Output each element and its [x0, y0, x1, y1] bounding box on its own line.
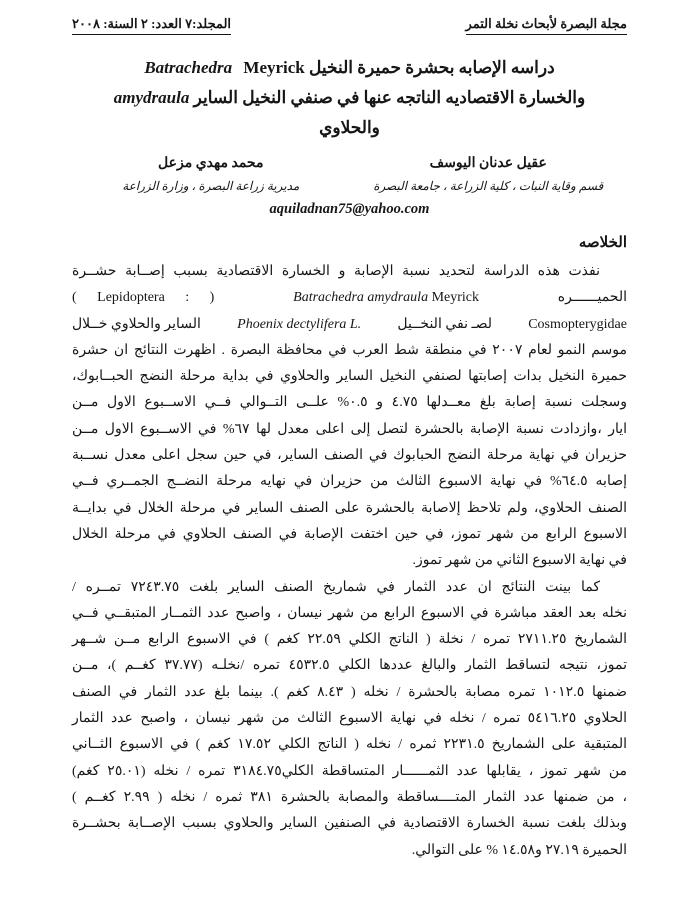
abstract-line: الحلاوي ٥٤١٦.٢٥ تمره / نخله في نهاية الاسبوع الثالث من شهر نيسان ، واصبح عدد الثمار [72, 711, 627, 727]
title-line-1 [72, 53, 627, 83]
author-first-affiliation: قسم وقاية النبات ، كلية الزراعة ، جامعة البصرة [373, 179, 604, 193]
author-first-name: عقيل عدنان اليوسف [429, 156, 547, 171]
abstract-line: ضمنها ١٠١٢.٥ تمره مصابة بالحشرة / نخله ( ٨.٤٣ كغم ). بينما بلغ عدد الثمار في الصنف [72, 684, 627, 700]
abstract-line-chunk: Cosmopterygidae [528, 316, 627, 332]
abstract-line: المتبقية على الشماريخ ٢٢٣١.٥ ثمره / نخله ( الناتج الكلي ١٧.٥٢ كغم ) في الاسبوع الثــاني [72, 737, 627, 753]
abstract-line: من شهر تموز ، يقابلها عدد الثمــــــار المتساقطة الكلي٣١٨٤.٧٥ تمره / نخله (٢٥.٠١ كغم) [72, 763, 627, 779]
abstract-line-chunk: الساير والحلاوي خــلال [72, 316, 201, 332]
abstract-line-chunk: لصـ نفي النخــيل [397, 316, 492, 332]
abstract-line-chunk: الحميــــــره [557, 290, 627, 306]
title-line1-latin: Batrachedra Meyrick [144, 58, 305, 77]
authors-block [72, 155, 627, 194]
journal-name: مجلة البصرة لأبحاث نخلة التمر [466, 16, 627, 35]
abstract-line: نخله بعد العقد مباشرة في الاسبوع الرابع من شهر نيسان ، واصبح عدد الثمــار المتبقــي فــي [72, 605, 627, 621]
abstract-line-chunk: Batrachedra amydraula Meyrick [293, 290, 480, 306]
issue-info: المجلد:٧ العدد: ٢ السنة: ٢٠٠٨ [72, 16, 231, 35]
abstract-line: كما بينت النتائج ان عدد الثمار في شماريخ الصنف الساير بلغت ٧٢٤٣.٧٥ تمــره / [72, 579, 600, 595]
abstract-line: حميرة النخيل بدات إصابتها لصنفي النخيل الساير والحلاوي في بداية مرحلة النضج الحبــابوك، [72, 369, 627, 385]
abstract-body [72, 259, 627, 864]
author-second-name: محمد مهدي مزعل [158, 156, 264, 171]
title-line-2 [72, 83, 627, 113]
abstract-line: وسجلت نسبة إصابة بلغ معــدلها ٤.٧٥ و ٠.٥% علــى التــوالي فــي الاســبوع الاول مــن [72, 395, 628, 411]
abstract-line: إصابه ٦٤.٥% في نهاية الاسبوع الثالث من حزيران في نهايه مرحلة النضــج الجمــري فــي [72, 474, 627, 490]
author-first [350, 155, 628, 194]
contact-email: aquiladnan75@yahoo.com [269, 201, 430, 217]
abstract-line: وبذلك بلغت نسبة الخسارة الاقتصادية في الصنفين الساير والحلاوي بسبب الإصــابة بحشــرة [72, 816, 627, 832]
author-second-affiliation: مديرية زراعة البصرة ، وزارة الزراعة [122, 179, 300, 193]
title-line-3: والحلاوي [319, 118, 380, 137]
abstract-line: الصنف الحلاوي، ولم تلاحظ إلاصابة بالحشرة على الصنف الساير في مرحلة الخلال في بدايــة [72, 500, 627, 516]
abstract-line: في نهاية الاسبوع الثاني من شهر تموز. [412, 553, 627, 569]
abstract-line: ايار ،وازدادت نسبة الإصابة بالحشرة لتصل إلى اعلى معدل لها ٦٧% في الاســبوع الاول مــن [72, 421, 628, 437]
title-line2-latin: amydraula [113, 88, 190, 107]
journal-header [72, 16, 627, 35]
paper-title [72, 53, 627, 143]
abstract-line: تموز، نتيجه لتساقط الثمار والبالغ عددها الكلي ٤٥٣٢.٥ تمره /نخلـه (٣٧.٧٧ كغــم )، مــن [72, 658, 628, 674]
abstract-line-chunk: Phoenix dectylifera L. [237, 316, 362, 332]
abstract-line: موسم النمو لعام ٢٠٠٧ في منطقة شط العرب في محافظة البصرة . اظهرت النتائج ان حشرة [72, 342, 627, 358]
abstract-line: حزيران في نهاية مرحلة النضج الحبابوك في الصنف الساير، في حين سجل اعلى معدل نســبة [72, 448, 627, 464]
abstract-line: الاسبوع الرابع من شهر تموز، في حين اختفت الإصابة في الصنف الحلاوي في مرحلة الخلال [72, 526, 627, 542]
abstract-line [72, 285, 627, 311]
abstract-heading: الخلاصه [578, 235, 627, 251]
abstract-line [72, 312, 627, 338]
abstract-line: ، من ضمنها عدد الثمار المتــــساقطة والمصابة بالحشرة ٣٨١ ثمره / نخله ( ٢.٩٩ كغــم ) [72, 789, 627, 805]
author-second [72, 155, 350, 194]
abstract-line: نفذت هذه الدراسة لتحديد نسبة الإصابة و الخسارة الاقتصادية بسبب إصــابة حشــرة [72, 264, 600, 279]
title-line2-arabic: والخسارة الاقتصاديه الناتجه عنها في صنفي النخيل الساير [193, 88, 586, 107]
abstract-line: الشماريخ ٢٧١١.٢٥ تمره / نخلة ( الناتج الكلي ٢٢.٥٩ كغم ) في الاسبوع الرابع مــن شــهر [72, 632, 628, 648]
abstract-line-chunk: ( Lepidoptera : ) [72, 290, 215, 306]
title-line1-arabic: دراسه الإصابه بحشرة حميرة النخيل [309, 58, 555, 77]
abstract-line: الحميرة ٢٧.١٩ و١٤.٥٨ % على التوالي. [411, 842, 627, 858]
